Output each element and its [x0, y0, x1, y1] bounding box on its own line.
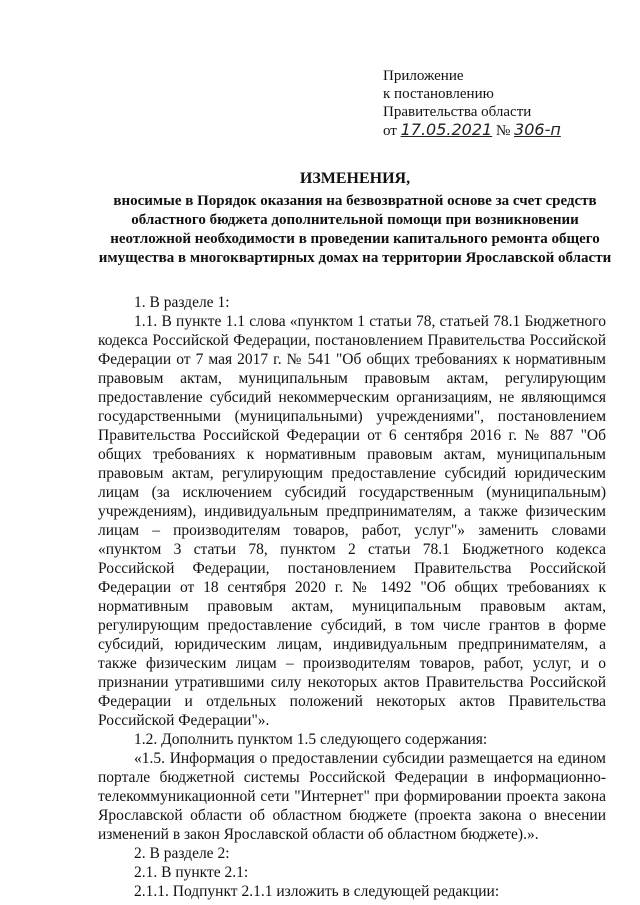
document-body [98, 293, 606, 901]
handwritten-date: 17.05.2021 [400, 120, 493, 139]
appendix-line-2: к постановлению [383, 86, 494, 102]
paragraph: 2.1. В пункте 2.1: [134, 864, 249, 881]
appendix-line-1: Приложение [383, 68, 464, 84]
appendix-block [383, 67, 561, 140]
paragraph: «1.5. Информация о предоставлении субсидии размещается на едином портале бюджетной системы Российской Федерации в информационно-телекоммуникационной сети "Интернет" при формировании проекта закона Ярославской области об областном бюджете (проекта закона о внесении изменений в закон Ярославской области об областном бюджете).». [98, 750, 606, 843]
handwritten-number: 306-п [514, 120, 561, 139]
document-title: ИЗМЕНЕНИЯ, [299, 170, 411, 187]
paragraph: 2.1.1. Подпункт 2.1.1 изложить в следующей редакции: [134, 883, 500, 900]
appendix-date-line [383, 121, 561, 140]
paragraph: 2. В разделе 2: [134, 845, 230, 862]
document-subtitle: вносимые в Порядок оказания на безвозвратной основе за счет средств областного бюджета дополнительной помощи при возникновении неотложной необходимости в проведении капитального ремонта общего имущества в многоквартирных домах на территории Ярославской области [98, 193, 612, 266]
date-prefix: от [383, 123, 397, 139]
paragraph: 1.1. В пункте 1.1 слова «пунктом 1 статьи 78, статьей 78.1 Бюджетного кодекса Российской Федерации, постановлением Правительства Российской Федерации от 7 мая 2017 г. № 541 "Об общих требованиях к нормативным правовым актам, муниципальным правовым актам, регулирующим предоставление субсидий некоммерческим организациям, не являющимся государственными (муниципальными) учреждениями", постановлением Правительства Российской Федерации от 6 сентября 2016 г. № 887 "Об общих требованиях к нормативным правовым актам, муниципальным правовым актам, регулирующим предоставление субсидий юридическим лицам (за исключением субсидий государственным (муниципальным) учреждениям), индивидуальным предпринимателям, а также физическим лицам – производителям товаров, работ, услуг"» заменить словами «пунктом 3 статьи 78, пунктом 2 статьи 78.1 Бюджетного кодекса Российской Федерации, постановлением Правительства Российской Федерации от 18 сентября 2020 г. № 1492 "Об общих требованиях к нормативным правовым актам, муниципальным правовым актам, регулирующим предоставление субсидий, в том числе грантов в форме субсидий, юридическим лицам, индивидуальным предпринимателям, а также физическим лицам – производителям товаров, работ, услуг, и о признании утратившими силу некоторых актов Правительства Российской Федерации и отдельных положений некоторых актов Правительства Российской Федерации"». [98, 313, 606, 729]
number-prefix: № [495, 123, 511, 139]
appendix-line-3: Правительства области [383, 104, 532, 120]
paragraph: 1. В разделе 1: [134, 294, 230, 311]
paragraph: 1.2. Дополнить пунктом 1.5 следующего содержания: [134, 731, 488, 748]
